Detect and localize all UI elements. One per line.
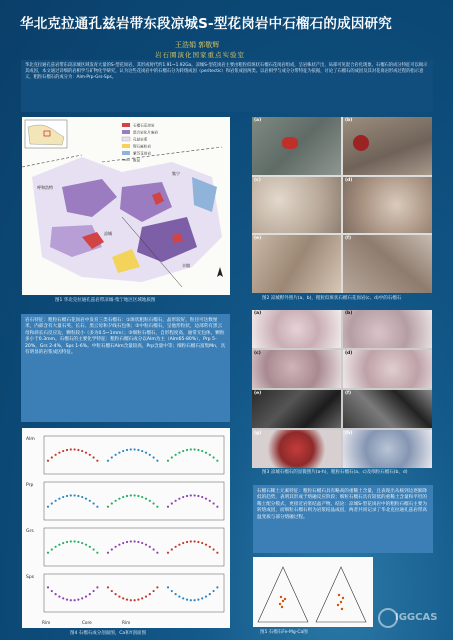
profile-point — [126, 541, 128, 543]
profile-point — [171, 590, 173, 592]
legend-label-5: 断层 — [133, 158, 141, 163]
profile-point — [175, 593, 177, 595]
profile-point — [66, 495, 68, 497]
profile-point — [186, 449, 188, 451]
profile-point — [96, 506, 98, 508]
profile-point — [58, 498, 60, 500]
profile-point — [122, 450, 124, 452]
profile-point — [66, 541, 68, 543]
profile-point — [141, 597, 143, 599]
profile-plots — [22, 428, 230, 628]
profile-point — [171, 502, 173, 504]
ternary-point — [341, 608, 343, 610]
profile-point — [93, 456, 95, 458]
profile-point — [111, 456, 113, 458]
profile-point — [153, 502, 155, 504]
profile-point — [107, 552, 109, 554]
profile-point — [182, 542, 184, 544]
profile-point — [145, 498, 147, 500]
fig5-caption: 图5 石榴石Fe-Mg-Ca图 — [260, 630, 308, 635]
profile-point — [111, 502, 113, 504]
profile-point — [115, 546, 117, 548]
profile-point — [167, 460, 169, 462]
profile-point — [70, 540, 72, 542]
profile-point — [85, 544, 87, 546]
profile-point — [209, 593, 211, 595]
profile-point — [216, 552, 218, 554]
profile-point — [134, 599, 136, 601]
profile-point — [118, 452, 120, 454]
profile-point — [134, 540, 136, 542]
legend-label-4: 紫苏花岗岩 — [133, 151, 151, 156]
ternary-plots — [253, 557, 373, 627]
legend-label-3: 辉石麻粒岩 — [133, 144, 151, 149]
profile-point — [149, 546, 151, 548]
legend-label-0: 石榴石花岗岩 — [133, 123, 155, 128]
profile-point — [47, 586, 49, 588]
profile-point — [70, 448, 72, 450]
ternary-point — [279, 603, 281, 605]
profile-point — [58, 452, 60, 454]
profile-ylabel-sps: Sps — [26, 575, 35, 580]
profile-point — [145, 544, 147, 546]
profile-point — [190, 448, 192, 450]
profile-point — [77, 449, 79, 451]
profile-point — [130, 540, 132, 542]
profile-point — [93, 502, 95, 504]
profile-point — [141, 450, 143, 452]
profile-ylabel-alm: Alm — [26, 437, 35, 442]
profile-point — [96, 552, 98, 554]
photo-label-d: (d) — [345, 178, 353, 183]
profile-point — [175, 454, 177, 456]
profile-point — [111, 590, 113, 592]
profile-point — [194, 599, 196, 601]
profile-point — [201, 597, 203, 599]
fig3-caption: 图3 凉城石榴石的显微照片(a-h)，粗粒石榴石(a、c)及细粒石榴石(b、d) — [262, 470, 408, 475]
profile-ylabel-grs: Grs — [26, 529, 34, 534]
profile-point — [85, 452, 87, 454]
profile-point — [197, 599, 199, 601]
profile-point — [190, 599, 192, 601]
micro-a — [252, 310, 341, 348]
profile-point — [156, 552, 158, 554]
photo-label-b: (b) — [345, 118, 353, 123]
ternary-diagrams — [253, 557, 373, 627]
iggcas-logo-text: IGGCAS — [395, 612, 438, 623]
micro-e — [252, 390, 341, 428]
profile-point — [149, 454, 151, 456]
micro-label-e: (e) — [254, 391, 262, 396]
micro-label-b: (b) — [345, 311, 353, 316]
micro-label-d: (d) — [345, 351, 353, 356]
micro-label-f: (f) — [345, 391, 352, 396]
profile-point — [190, 494, 192, 496]
profile-point — [55, 546, 57, 548]
profile-point — [137, 541, 139, 543]
profile-point — [201, 450, 203, 452]
profile-point — [118, 544, 120, 546]
profile-point — [205, 498, 207, 500]
profile-point — [137, 449, 139, 451]
profile-point — [93, 590, 95, 592]
profile-point — [70, 494, 72, 496]
profile-point — [186, 599, 188, 601]
map-label-fengzhen: 丰镇 — [182, 263, 190, 268]
profile-point — [182, 450, 184, 452]
profile-point — [216, 460, 218, 462]
profile-point — [167, 552, 169, 554]
profile-point — [96, 586, 98, 588]
profile-point — [81, 450, 83, 452]
photo-f — [343, 235, 432, 293]
profile-point — [216, 506, 218, 508]
micro-label-a: (a) — [254, 311, 262, 316]
profile-point — [182, 597, 184, 599]
profile-point — [47, 552, 49, 554]
profile-point — [66, 599, 68, 601]
profile-point — [156, 586, 158, 588]
profile-point — [62, 597, 64, 599]
profile-point — [122, 496, 124, 498]
profile-point — [213, 590, 215, 592]
profile-point — [213, 456, 215, 458]
field-photos — [252, 117, 432, 293]
profile-point — [55, 500, 57, 502]
micrographs — [252, 310, 432, 468]
affiliation: 岩石圈演化国家重点实验室 — [155, 51, 245, 59]
profile-point — [194, 540, 196, 542]
profile-point — [89, 546, 91, 548]
ternary-point — [340, 601, 342, 603]
profile-point — [178, 498, 180, 500]
profile-point — [178, 595, 180, 597]
profile-point — [156, 506, 158, 508]
profile-point — [85, 498, 87, 500]
profile-point — [55, 593, 57, 595]
profile-point — [137, 599, 139, 601]
profile-point — [51, 548, 53, 550]
profile-point — [47, 506, 49, 508]
micro-h — [343, 430, 432, 468]
profile-point — [197, 495, 199, 497]
map-label-liangcheng: 凉城 — [104, 231, 112, 236]
photo-c — [252, 177, 341, 233]
photo-label-e: (e) — [254, 236, 262, 241]
profile-point — [118, 595, 120, 597]
profile-xlabel-rim-right: Rim — [122, 620, 131, 625]
profile-point — [167, 506, 169, 508]
profile-point — [115, 454, 117, 456]
profile-point — [89, 454, 91, 456]
photo-d — [343, 177, 432, 233]
profile-point — [201, 496, 203, 498]
profile-point — [74, 599, 76, 601]
profile-point — [130, 448, 132, 450]
ternary-point — [338, 594, 340, 596]
profile-point — [122, 542, 124, 544]
photo-label-f: (f) — [345, 236, 352, 241]
profile-point — [47, 460, 49, 462]
profile-point — [134, 494, 136, 496]
profile-point — [134, 448, 136, 450]
profile-point — [81, 597, 83, 599]
map-label-jining: 集宁 — [172, 171, 180, 176]
profile-point — [213, 548, 215, 550]
profile-point — [77, 495, 79, 497]
geochemistry-text: 石榴石稀土元素特征：粗粒石榴石具有略高的重稀土含量，且表现出从核到边逐渐降低的趋势，表明其形成于熔融反应阶段；细粒石榴石具有较低的重稀土含量和平坦的稀土配分模式，更接近岩浆结晶产物。结论：凉城S-型花岗岩中的粗粒石榴石主要为转熔成因，而细粒石榴石则为岩浆结晶成因，两者共同记录了华北克拉通孔兹岩带高温变质与部分熔融过程。 — [253, 485, 433, 553]
micro-label-h: (h) — [345, 431, 353, 436]
profile-ylabel-prp: Prp — [26, 483, 34, 488]
photo-label-c: (c) — [254, 178, 261, 183]
profile-point — [122, 597, 124, 599]
profile-point — [153, 590, 155, 592]
profile-point — [216, 586, 218, 588]
profile-xlabel-core: Core — [82, 620, 92, 625]
profile-point — [55, 454, 57, 456]
profile-point — [167, 586, 169, 588]
micro-label-g: (g) — [254, 431, 262, 436]
profile-point — [205, 544, 207, 546]
micro-d — [343, 350, 432, 388]
composition-profiles — [22, 428, 230, 628]
profile-point — [62, 542, 64, 544]
profile-point — [149, 593, 151, 595]
profile-point — [81, 496, 83, 498]
profile-point — [77, 599, 79, 601]
profile-point — [126, 495, 128, 497]
profile-point — [85, 595, 87, 597]
ternary-point — [284, 598, 286, 600]
legend-label-1: 混合岩化片麻岩 — [133, 130, 159, 135]
profile-point — [153, 548, 155, 550]
profile-point — [156, 460, 158, 462]
profile-point — [201, 542, 203, 544]
profile-point — [149, 500, 151, 502]
photo-a — [252, 117, 341, 175]
profile-point — [115, 500, 117, 502]
ternary-point — [342, 597, 344, 599]
abstract: 华北克拉通孔兹岩带东段凉城区域发育大量的S-型花岗岩，其形成时代约1.91~1.92Ga。凉城S-型花岗岩主要由粗粒似斑状石榴石花岗岩组成，呈岩株状产出，局部可见混合岩化现象。石榴石的成分特征可以揭示其成因，本文通过详细的岩相学与矿物化学研究，认为这些花岗岩中的石榴石分为转熔成因（peritectic）和岩浆成因两类。以岩相学与成分分带特征为依据，讨论了石榴石的成因及其对花岗岩形成过程的指示意义，粗粒石榴石的成分为：Alm-Prp-Grs-Sps。 — [21, 60, 433, 112]
profile-point — [130, 599, 132, 601]
profile-point — [178, 544, 180, 546]
fig2-caption: 图2 凉城野外照片(a、b)，粗粒似斑状石榴石花岗岩(c、d)中的石榴石 — [262, 296, 402, 301]
profile-point — [182, 496, 184, 498]
authors: 王浩娟 郭敬辉 — [175, 41, 220, 49]
profile-point — [126, 449, 128, 451]
profile-point — [74, 448, 76, 450]
profile-point — [77, 541, 79, 543]
profile-point — [153, 456, 155, 458]
profile-point — [118, 498, 120, 500]
profile-point — [194, 494, 196, 496]
profile-point — [51, 590, 53, 592]
fig1-caption: 图1 华北克拉通孔兹岩带凉城-集宁地区区域地质图 — [55, 298, 156, 303]
profile-point — [107, 460, 109, 462]
profile-point — [213, 502, 215, 504]
photo-e — [252, 235, 341, 293]
micro-c — [252, 350, 341, 388]
poster-title: 华北克拉通孔兹岩带东段凉城S-型花岗岩中石榴石的成因研究 — [20, 16, 392, 32]
micro-label-c: (c) — [254, 351, 261, 356]
profile-point — [130, 494, 132, 496]
profile-point — [111, 548, 113, 550]
profile-point — [96, 460, 98, 462]
profile-point — [145, 452, 147, 454]
profile-point — [141, 542, 143, 544]
photo-b — [343, 117, 432, 175]
profile-point — [62, 450, 64, 452]
profile-point — [74, 540, 76, 542]
profile-point — [171, 548, 173, 550]
profile-point — [58, 544, 60, 546]
profile-point — [66, 449, 68, 451]
profile-point — [145, 595, 147, 597]
map-drawing — [22, 117, 230, 295]
profile-point — [89, 500, 91, 502]
profile-point — [178, 452, 180, 454]
profile-point — [205, 595, 207, 597]
micro-b — [343, 310, 432, 348]
micro-f — [343, 390, 432, 428]
profile-point — [51, 456, 53, 458]
fig4-caption: 图4 石榴石成分剖面图，Ca和Y剖面图 — [70, 631, 146, 636]
photo-label-a: (a) — [254, 118, 262, 123]
profile-point — [126, 599, 128, 601]
profile-point — [107, 506, 109, 508]
ternary-point — [281, 606, 283, 608]
micro-g — [252, 430, 341, 468]
profile-point — [209, 500, 211, 502]
profile-point — [70, 599, 72, 601]
profile-point — [175, 500, 177, 502]
profile-point — [186, 495, 188, 497]
profile-point — [171, 456, 173, 458]
profile-point — [89, 593, 91, 595]
profile-point — [209, 546, 211, 548]
ternary-point — [282, 600, 284, 602]
geological-map — [22, 117, 230, 295]
profile-point — [186, 541, 188, 543]
profile-xlabel-rim-left: Rim — [42, 620, 51, 625]
profile-point — [141, 496, 143, 498]
profile-point — [197, 541, 199, 543]
profile-point — [58, 595, 60, 597]
ternary-point — [337, 604, 339, 606]
profile-point — [81, 542, 83, 544]
profile-point — [51, 502, 53, 504]
profile-point — [194, 448, 196, 450]
profile-point — [115, 593, 117, 595]
profile-point — [197, 449, 199, 451]
petrology-text: 岩石特征：粗粒石榴石花岗岩中发育三类石榴石：①斑状粗粒石榴石，晶形较好，粒径可达数厘米，内部含有大量石英、长石、黑云母和夕线石包体；②中粒石榴石，呈他形粒状，边部常有黑云母和斜长石反应边，颗粒较小（多为0.5~1mm）；③细粒石榴石，自形程度高，通常无包体，颗粒多小于0.3mm。石榴石的主要化学特征：粗粒石榴石成分以Alm为主（Alm65-80%），Prp 5-20%，Grs 2-4%，Sps 1-6%。中粒石榴石Alm含量较高，Prp含量中等；细粒石榴石富集Mn，具有明显的岩浆成因特征。 — [21, 314, 230, 422]
ternary-point — [280, 596, 282, 598]
map-label-hohhot: 呼和浩特 — [37, 185, 53, 190]
profile-point — [107, 586, 109, 588]
profile-point — [175, 546, 177, 548]
profile-point — [62, 496, 64, 498]
profile-point — [93, 548, 95, 550]
profile-point — [209, 454, 211, 456]
profile-point — [190, 540, 192, 542]
profile-point — [74, 494, 76, 496]
legend-label-2: 孔兹岩系 — [133, 137, 148, 142]
profile-point — [205, 452, 207, 454]
profile-point — [137, 495, 139, 497]
